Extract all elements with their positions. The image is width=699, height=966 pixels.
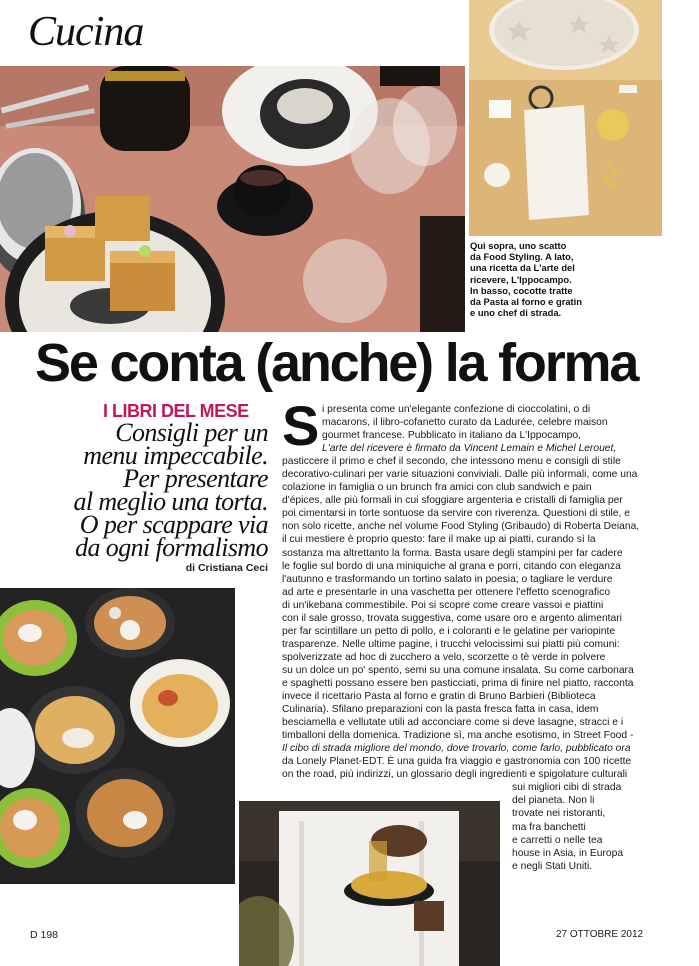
body-line: Il cibo di strada migliore del mondo, dove trovarlo, come farlo, pubblicato ora [282, 743, 631, 755]
issue-date: 27 OTTOBRE 2012 [556, 929, 644, 940]
caption-line: ricevere, L'Ippocampo. [470, 273, 572, 285]
body-line: il cui mestiere è proprio questo: fare il make up ai piatti, curando sì la [282, 534, 596, 546]
section-title: Cucina [28, 9, 144, 55]
deck-line: Consigli per un [115, 418, 268, 447]
article-body [282, 403, 672, 873]
pasta-dishes-photo [0, 588, 235, 884]
body-line: l'autunno e trasformando un tortino salato in poesia; o tagliare le verdure [282, 573, 613, 585]
body-line: da Lonely Planet-EDT. È una guida fra viaggio e gastronomia con 100 ricette [282, 756, 632, 768]
caption-line: e uno chef di strada. [470, 307, 562, 319]
pastry-board-photo [469, 0, 662, 236]
photo-caption [470, 240, 660, 318]
body-line: di un'ikebana commestibile. Poi si scopre come creare vassoi e piattini [282, 599, 604, 611]
body-line: su un dolce un po' spento, semi su una comune insalata. Su come carbonara [282, 664, 634, 676]
body-line: del pianeta. Non li [512, 795, 595, 807]
body-line: trasparenze. Nelle ultime pagine, i trucchi velocissimi sui piatti più comuni: [282, 638, 620, 650]
body-line: con il sale grosso, trovata suggestiva, come usare oro e argento alimentari [282, 612, 622, 624]
deck-line: al meglio una torta. [73, 487, 268, 516]
caption-line: In basso, cocotte tratte [470, 284, 573, 296]
deck-line: menu impeccabile. [83, 441, 268, 470]
body-line: Culinaria). Sfilano preparazioni con la pasta fresca fatta in casa, idem [282, 704, 599, 716]
body-line: e negli Stati Uniti. [512, 860, 593, 872]
body-line: spolverizzate ad hoc di zucchero a velo, scorzette o tè verde in polvere [282, 651, 606, 663]
body-line: on the road, più indirizzi, un glossario degli ingredienti e spigolature culturali [282, 769, 628, 781]
body-line: decorativo-culinari per varie situazioni conviviali. Dalle più informali, come una [282, 469, 638, 481]
deck-line: Per presentare [123, 464, 268, 493]
body-line: macarons, il libro-cofanetto curato da Ladurée, celebre maison [322, 417, 608, 429]
body-line: house in Asia, in Europa [512, 847, 624, 859]
byline: di Cristiana Ceci [185, 562, 268, 574]
deck-line: O per scappare via [79, 510, 268, 539]
body-line: sui migliori cibi di strada [512, 782, 622, 794]
body-line: per far scintillare un petto di pollo, e i coloranti e le gelatine per variopinte [282, 625, 616, 637]
body-line: trovate nei ristoranti, [512, 808, 606, 820]
body-line: besciamella e vellutate utili ad acconciare come si deve lasagne, stracci e i [282, 717, 624, 729]
body-line: d'épices, alle più formali in cui sfoggiare argenteria e cristalli di famiglia per [282, 495, 623, 507]
caption-line: da Food Styling. A lato, [470, 251, 574, 263]
body-line: timballoni della domenica. Tradizione sì, ma anche esotismo, in Street Food - [282, 730, 634, 742]
kicker: I LIBRI DEL MESE [103, 401, 249, 421]
headline: Se conta (anche) la forma [35, 333, 638, 393]
body-line: non solo ricette, anche nel volume Food Styling (Gribaudo) di Roberta Deiana, [282, 521, 640, 533]
body-line: le foglie sul bordo di una miniquiche al grana e porri, citando con eleganza [282, 560, 621, 572]
table-setting-photo [0, 66, 465, 332]
body-line: poi cimentarsi in torte sontuose da servire con riverenza. Questioni di stile, e [282, 508, 630, 520]
body-line: ad arte e presentarle in una vaschetta per ottenere l'effetto scenografico [282, 586, 611, 598]
page-number: D 198 [30, 929, 59, 941]
caption-line: Qui sopra, uno scatto [470, 240, 567, 251]
body-line: e carretti o nelle tea [512, 834, 603, 846]
body-line: e spaghetti possano essere ben pasticciati, prima di finire nel piatto, racconta [282, 677, 634, 689]
dropcap: S [282, 394, 320, 457]
caption-line: una ricetta da L'arte del [470, 262, 575, 274]
body-line: pasticcere il primo e chef il secondo, che intessono menu e consigli di stile [282, 456, 621, 468]
body-line: colazione in famiglia o un brunch fra amici con club sandwich e pain [282, 482, 592, 494]
body-line: sostanza ma altrettanto la forma. Basta usare degli stampini per far cadere [282, 547, 623, 559]
body-line: i presenta come un'elegante confezione di cioccolatini, o di [322, 404, 591, 415]
body-line: L'arte del ricevere è firmato da Vincent Lemain e Michel Lerouet, [322, 443, 617, 455]
deck-line: da ogni formalismo [75, 533, 268, 562]
caption-line: da Pasta al forno e gratin [470, 296, 583, 308]
body-line: gourmet francese. Pubblicato in italiano da L'Ippocampo, [322, 430, 581, 442]
body-line: invece il ricettario Pasta al forno e gratin di Bruno Barbieri (Biblioteca [282, 691, 596, 703]
deck [30, 418, 268, 562]
body-line: ma fra banchetti [512, 821, 586, 833]
